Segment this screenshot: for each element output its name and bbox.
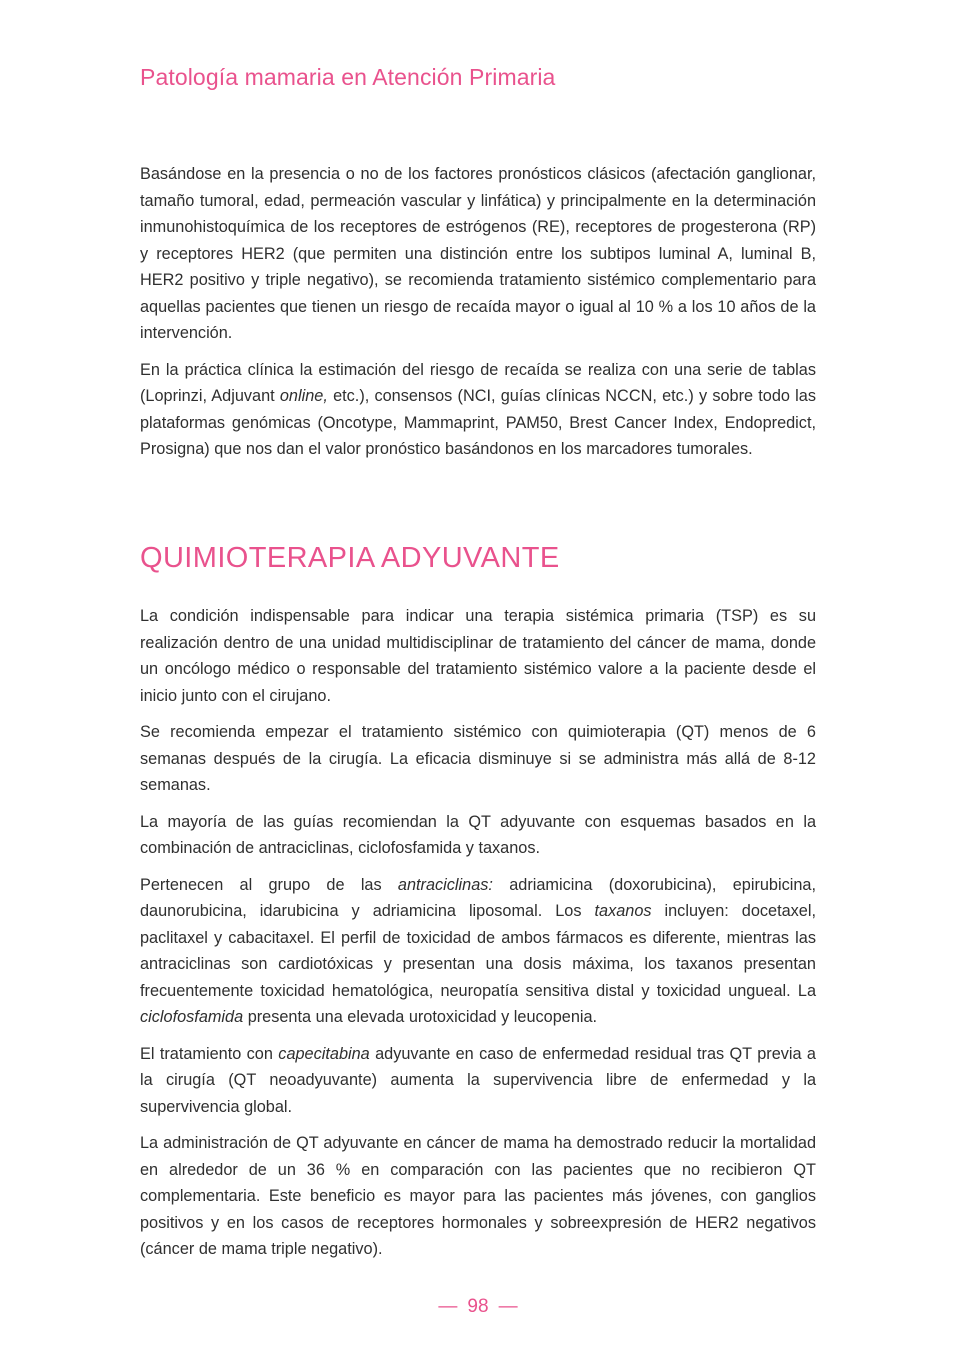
- text-run: adriamicina (doxorubicina), epirubicina, daunorubicina, idarubicina y adriamicina liposomal. Los: [140, 875, 816, 920]
- section-paragraph-1: La condición indispensable para indicar una terapia sistémica primaria (TSP) es su realización dentro de una unidad multidisciplinar de tratamiento del cáncer de mama, donde un oncólogo médico o responsable del tratamiento sistémico valore a la paciente desde el inicio junto con el cirujano.: [140, 607, 816, 705]
- footer-dash-right: —: [498, 1296, 518, 1317]
- section-paragraph-2: Se recomienda empezar el tratamiento sistémico con quimioterapia (QT) menos de 6 semanas después de la cirugía. La eficacia disminuye si se administra más allá de 8-12 semanas.: [140, 723, 816, 794]
- footer-dash-left: —: [438, 1296, 458, 1317]
- text-run: incluyen: docetaxel, paclitaxel y cabacitaxel. El perfil de toxicidad de ambos fármacos es diferente, mientras las antraciclinas son cardiotóxicas y presentan una dosis máxima, los taxanos presentan frecuentemente toxicidad hematológica, neuropatía sensitiva distal y toxicidad ungueal. La: [140, 902, 816, 1000]
- section-paragraph-6: La administración de QT adyuvante en cáncer de mama ha demostrado reducir la mortalidad en alrededor de un 36 % en comparación con las pacientes que no recibieron QT complementaria. Este beneficio es mayor para las pacientes más jóvenes, con ganglios positivos y en los casos de receptores hormonales y sobreexpresión de HER2 negativos (cáncer de mama triple negativo).: [140, 1134, 816, 1258]
- text-run: El tratamiento con: [140, 1044, 279, 1063]
- page-number-footer: [0, 1296, 956, 1318]
- running-header-title: Patología mamaria en Atención Primaria: [140, 64, 556, 90]
- section-text: [140, 603, 816, 1263]
- section-paragraph-3: La mayoría de las guías recomiendan la QT adyuvante con esquemas basados en la combinación de antraciclinas, ciclofosfamida y taxanos.: [140, 812, 816, 857]
- section-paragraph-4: [140, 872, 816, 1031]
- section-heading: QUIMIOTERAPIA ADYUVANTE: [140, 542, 560, 574]
- section-paragraph-5: [140, 1041, 816, 1121]
- intro-text: [140, 161, 816, 463]
- text-run: Pertenecen al grupo de las: [140, 875, 398, 894]
- italic-term: ciclofosfamida: [140, 1008, 244, 1026]
- intro-paragraph-2: [140, 357, 816, 463]
- intro-paragraph-1: Basándose en la presencia o no de los factores pronósticos clásicos (afectación ganglionar, tamaño tumoral, edad, permeación vascular y linfática) y principalmente en la determinación inmunohistoquímica de los receptores de estrógenos (RE), receptores de progesterona (RP) y receptores HER2 (que permiten una distinción entre los subtipos luminal A, luminal B, HER2 positivo y triple negativo), se recomienda tratamiento sistémico complementario para aquellas pacientes que tienen un riesgo de recaída mayor o igual al 10 % a los 10 años de la intervención.: [140, 165, 816, 342]
- italic-term: antraciclinas:: [397, 875, 493, 894]
- text-run: presenta una elevada urotoxicidad y leucopenia.: [243, 1008, 598, 1026]
- text-run: etc.), consensos (NCI, guías clínicas NCCN, etc.) y sobre todo las plataformas genómicas (Oncotype, Mammaprint, PAM50, Brest Cancer Index, Endopredict, Prosigna) que nos dan el valor pronóstico basándonos en los marcadores tumorales.: [140, 387, 816, 458]
- page-number: 98: [467, 1296, 489, 1317]
- text-run: En la práctica clínica la estimación del riesgo de recaída se realiza con una serie de tablas (Loprinzi, Adjuvant: [140, 360, 816, 405]
- italic-term: capecitabina: [278, 1044, 370, 1063]
- italic-term: online,: [279, 387, 328, 405]
- text-run: adyuvante en caso de enfermedad residual tras QT previa a la cirugía (QT neoadyuvante) aumenta la supervivencia libre de enfermedad y la supervivencia global.: [140, 1044, 816, 1116]
- italic-term: taxanos: [594, 902, 652, 920]
